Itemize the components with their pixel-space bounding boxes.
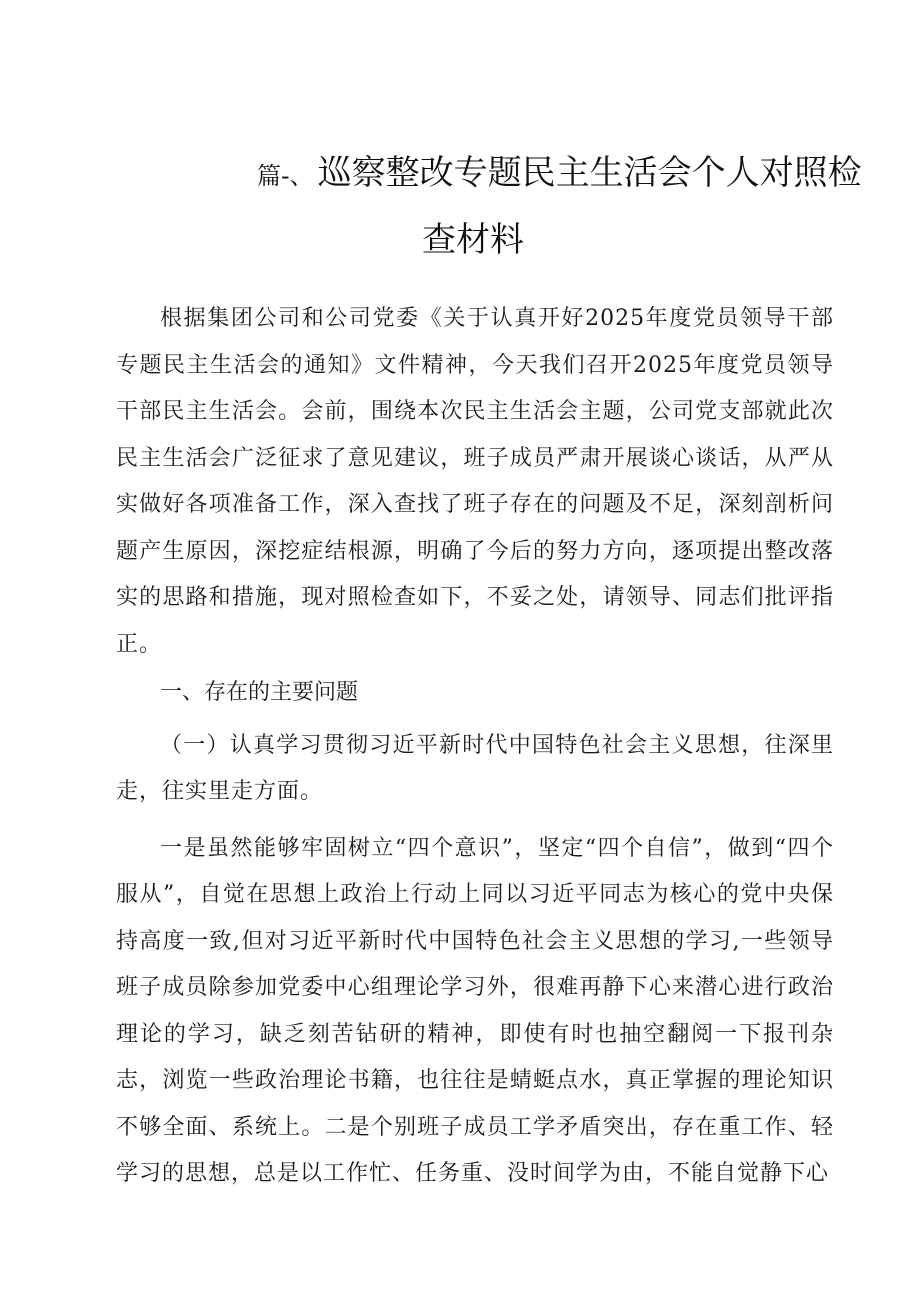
document-body <box>116 296 834 1198</box>
title-prefix: 篇-、 <box>257 162 314 190</box>
title-line-1 <box>200 145 860 194</box>
intro-paragraph: 根据集团公司和公司党委《关于认真开好2025年度党员领导干部专题民主生活会的通知》文件精神，今天我们召开2025年度党员领导干部民主生活会。会前，围绕本次民主生活会主题，公司党支部就此次民主生活会广泛征求了意见建议，班子成员严肃开展谈心谈话，从严从实做好各项准备工作，深入查找了班子存在的问题及不足，深刻剖析问题产生原因，深挖症结根源，明确了今后的努力方向，逐项提出整改落实的思路和措施，现对照检查如下，不妥之处，请领导、同志们批评指正。 <box>116 306 834 657</box>
title-main-text: 巡察整改专题民主生活会个人对照检 <box>317 153 862 193</box>
subsection-heading: （一）认真学习贯彻习近平新时代中国特色社会主义思想，往深里走，往实里走方面。 <box>116 732 834 804</box>
body-paragraph: 一是虽然能够牢固树立“四个意识”，坚定“四个自信”，做到“四个服从”，自觉在思想上政治上行动上同以习近平同志为核心的党中央保持高度一致,但对习近平新时代中国特色社会主义思想的学习,一些领导班子成员除参加党委中心组理论学习外，很难再静下心来潜心进行政治理论的学习，缺乏刻苦钻研的精神，即使有时也抽空翻阅一下报刊杂志，浏览一些政治理论书籍，也往往是蜻蜓点水，真正掌握的理论知识不够全面、系统上。二是个别班子成员工学矛盾突出，存在重工作、轻学习的思想，总是以工作忙、任务重、没时间学为由，不能自觉静下心 <box>116 835 834 1186</box>
title-line-2: 查材料 <box>422 220 524 260</box>
document-title <box>200 145 860 261</box>
section-heading: 一、存在的主要问题 <box>160 680 359 705</box>
